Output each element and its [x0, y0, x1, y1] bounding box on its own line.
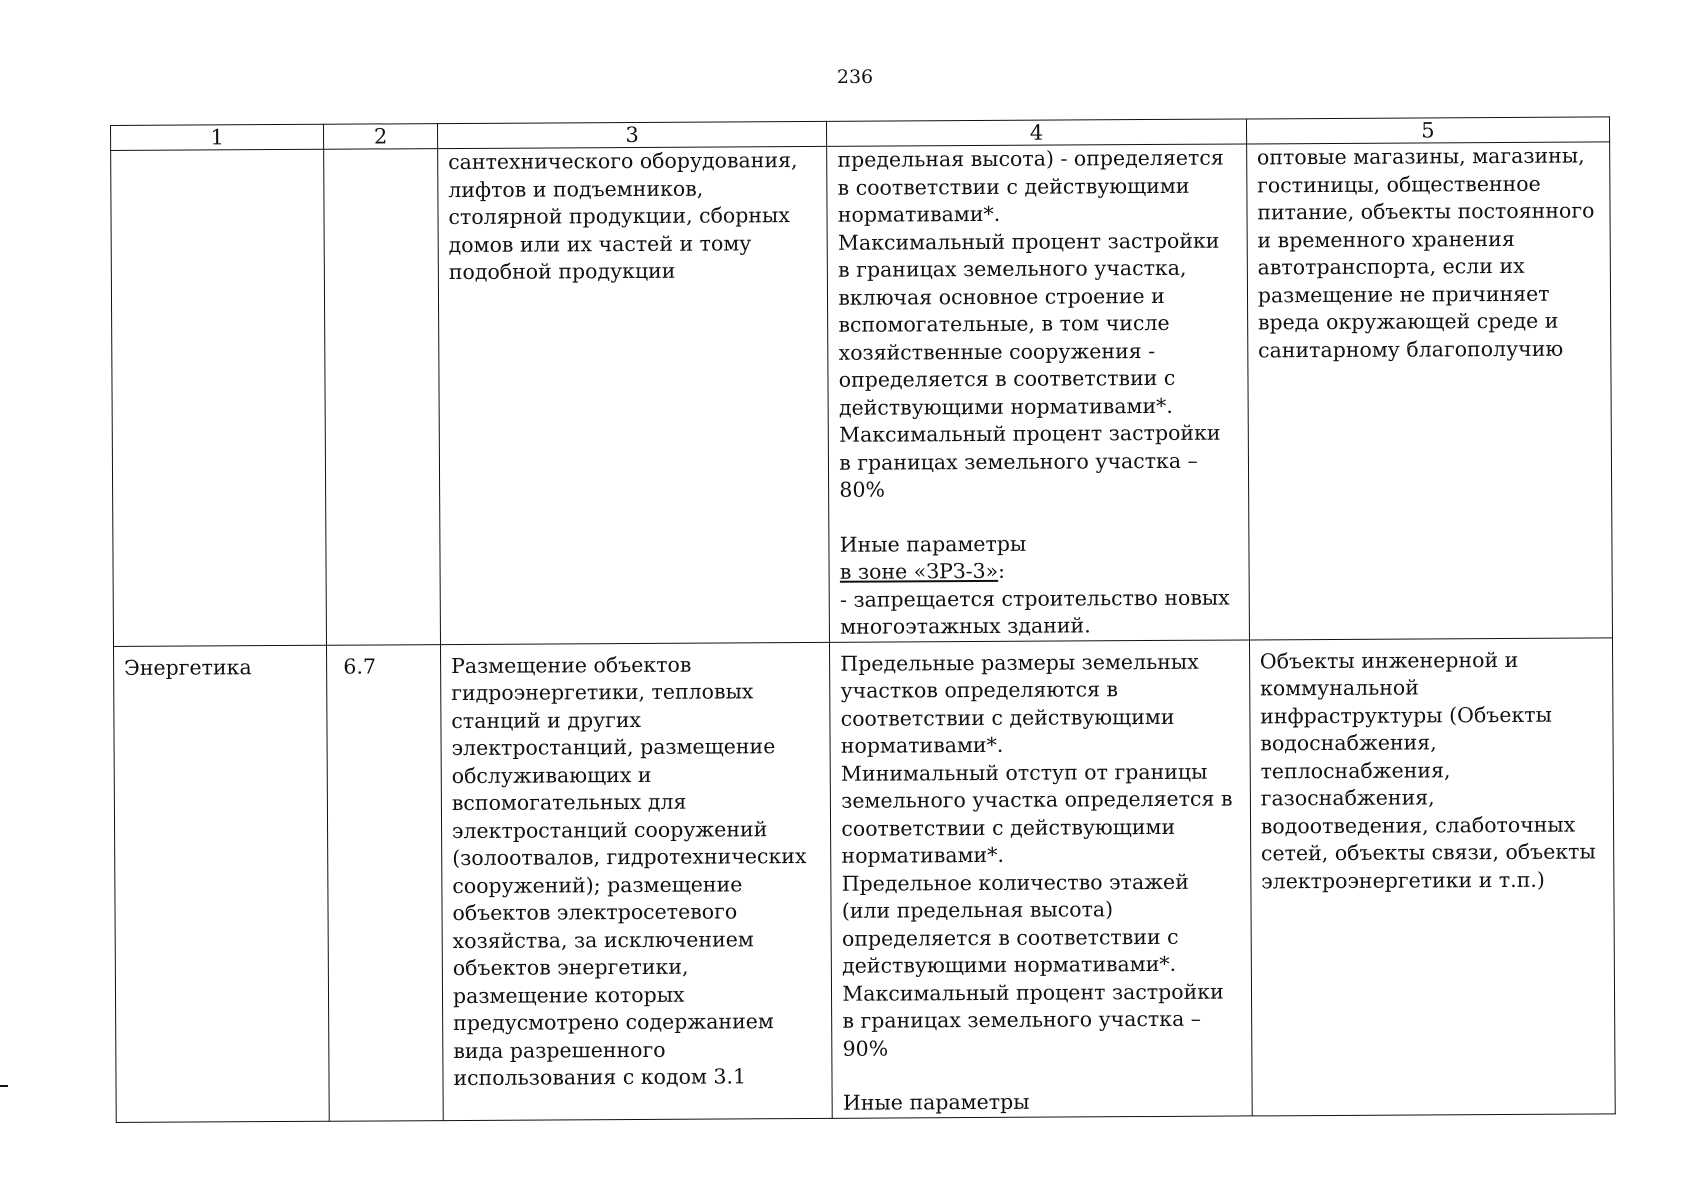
row1-parameters-cell: [827, 144, 1249, 642]
row1-description-cell: сантехнического оборудования, лифтов и подъемников, столярной продукции, сборных домов или их частей и тому подобной продукции: [438, 146, 830, 644]
row2-code-cell: 6.7: [327, 644, 443, 1121]
row2-spacer: [843, 1061, 1242, 1090]
header-col-2: 2: [324, 124, 438, 150]
row2-param-coverage-max: Максимальный процент застройки в границах земельного участка – 90%: [842, 979, 1224, 1061]
row2-param-floors: Предельное количество этажей (или предельная высота) определяется в соответствии с действующими нормативами*.: [841, 869, 1189, 978]
row1-zone-label: в зоне «ЗРЗ-3»: [839, 558, 999, 584]
row1-param-coverage-max: Максимальный процент застройки в границах земельного участка – 80%: [838, 420, 1221, 502]
row1-code-cell: [324, 149, 441, 645]
header-col-3: 3: [437, 121, 826, 148]
row2-param-setback: Минимальный отступ от границы земельного участка определяется в соответствии с действующими нормативами*.: [840, 759, 1233, 868]
header-col-4: 4: [827, 119, 1247, 146]
row2-parameters-cell: [830, 639, 1252, 1117]
page-number: 236: [836, 66, 874, 88]
header-col-1: 1: [111, 124, 324, 150]
header-col-5: 5: [1246, 117, 1609, 144]
table-row: [111, 142, 1613, 646]
row1-type-cell: [111, 149, 327, 646]
row1-zone-colon: :: [998, 558, 1006, 583]
row2-param-plot-size: Предельные размеры земельных участков определяются в соответствии с действующими нормативами*.: [840, 649, 1199, 758]
row2-other-params-title: Иные параметры: [842, 1089, 1030, 1115]
row1-other-params-title: Иные параметры: [839, 531, 1027, 557]
row2-auxiliary-uses-cell: Объекты инженерной и коммунальной инфраструктуры (Объекты водоснабжения, теплоснабжения, газоснабжения, водоотведения, слаботочных сетей, объекты связи, объекты электроэнергетики и т.п.): [1249, 637, 1615, 1115]
row1-zone-line: [840, 557, 1239, 587]
row1-auxiliary-uses-cell: оптовые магазины, магазины, гостиницы, общественное питание, объекты постоянного и временного хранения автотранспорта, если их размещение не причиняет вреда окружающей среде и санитарному благополучию: [1246, 142, 1612, 640]
row1-param-coverage-incl: Максимальный процент застройки в границах земельного участка, включая основное строение и вспомогательные, в том числе хозяйственные сооружения - определяется в соответствии с действующими нормативами*.: [837, 228, 1220, 420]
row1-zone-restriction: - запрещается строительство новых многоэтажных зданий.: [839, 585, 1230, 639]
row1-spacer: [839, 502, 1238, 531]
table-row: [114, 637, 1616, 1122]
zoning-table: [110, 116, 1616, 1122]
row1-param-height: предельная высота) - определяется в соответствии с действующими нормативами*.: [837, 145, 1224, 227]
margin-mark: [0, 1085, 8, 1087]
row2-type-cell: Энергетика: [114, 645, 330, 1122]
row2-description-cell: Размещение объектов гидроэнергетики, тепловых станций и других электростанций, размещение обслуживающих и вспомогательных для электростанций сооружений (золоотвалов, гидротехнических сооружений); размещение объектов электросетевого хозяйства, за исключением объектов энергетики, размещение которых предусмотрено содержанием вида разрешенного использования с кодом 3.1: [440, 642, 832, 1120]
